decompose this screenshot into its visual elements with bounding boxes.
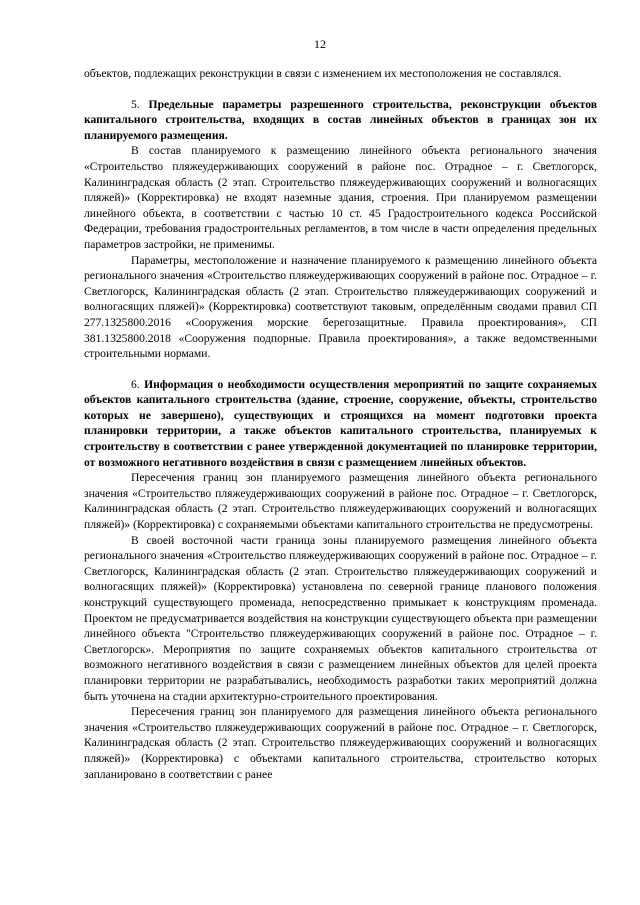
section-5-heading (84, 97, 597, 144)
paragraph: В своей восточной части граница зоны планируемого размещения линейного объекта регионального значения «Строительство пляжеудерживающих сооружений в районе пос. Отрадное – г. Светлогорск, Калининградская область (2 этап. Строительство пляжеудерживающих сооружений и волногасящих пляжей)» (Корректировка) установлена по северной границе планового положения конструкций существующего променада, непосредственно примыкает к конструкциям променада. Проектом не предусматривается воздействия на конструкции существующего объекта при размещении линейного объекта "Строительство пляжеудерживающих сооружений в районе пос. Отрадное – г. Светлогорск». Мероприятия по защите сохраняемых объектов капитального строительства от возможного негативного воздействия в связи с размещением линейных объектов для целей проекта планировки территории не разрабатывались, необходимость разработки таких мероприятий должна быть уточнена на стадии архитектурно-строительного проектирования. (84, 533, 597, 703)
section-6-number: 6. (131, 377, 145, 391)
section-5-number: 5. (131, 97, 149, 111)
paragraph: Пересечения границ зон планируемого размещения линейного объекта регионального значения «Строительство пляжеудерживающих сооружений в районе пос. Отрадное – г. Светлогорск, Калининградская область (2 этап. Строительство пляжеудерживающих сооружений и волногасящих пляжей)» (Корректировка) с сохраняемыми объектами капитального строительства не предусмотрены. (84, 471, 597, 532)
document-body (84, 66, 597, 782)
paragraph: Пересечения границ зон планируемого для размещения линейного объекта регионального значения «Строительство пляжеудерживающих сооружений в районе пос. Отрадное – г. Светлогорск, Калининградская область (2 этап. Строительство пляжеудерживающих сооружений и волногасящих пляжей)» (Корректировка) с объектами капитального строительства, строительство которых запланировано в соответствии с ранее (84, 705, 597, 781)
paragraph-continuation: объектов, подлежащих реконструкции в связи с изменением их местоположения не составлялся. (84, 67, 562, 80)
paragraph: Параметры, местоположение и назначение планируемого к размещению линейного объекта регионального значения «Строительство пляжеудерживающих сооружений в районе пос. Отрадное – г. Светлогорск, Калининградская область (2 этап. Строительство пляжеудерживающих сооружений и волногасящих пляжей)» (Корректировка) соответствуют таковым, определённым сводами правил СП 277.1325800.2016 «Сооружения морские берегозащитные. Правила проектирования», СП 381.1325800.2018 «Сооружения подпорные. Правила проектирования», а также ведомственными строительными нормами. (84, 253, 597, 361)
section-6-title: Информация о необходимости осуществления мероприятий по защите сохраняемых объектов капитального строительства (здание, строение, сооружение, объекты, строительство которых не завершено), существующих и строящихся на момент подготовки проекта планировки территории, а также объектов капитального строительства, планируемых к строительству в соответствии с ранее утвержденной документацией по планировке территории, от возможного негативного воздействия в связи с размещением линейных объектов. (84, 377, 598, 469)
section-5-title: Предельные параметры разрешенного строительства, реконструкции объектов капитального строительства, входящих в состав линейных объектов в границах зон их планируемого размещения. (84, 97, 597, 142)
paragraph: В состав планируемого к размещению линейного объекта регионального значения «Строительство пляжеудерживающих сооружений в районе пос. Отрадное – г. Светлогорск, Калининградская область (2 этап. Строительство пляжеудерживающих сооружений и волногасящих пляжей)» (Корректировка) не входят наземные здания, строения. При планируемом размещении линейного объекта, в соответствии с частью 10 ст. 45 Градостроительного кодекса Российской Федерации, требования градостроительных регламентов, в том числе в части определения предельных параметров застройки, не применимы. (84, 144, 597, 251)
page-number: 12 (314, 37, 326, 51)
section-6-heading (84, 377, 597, 471)
